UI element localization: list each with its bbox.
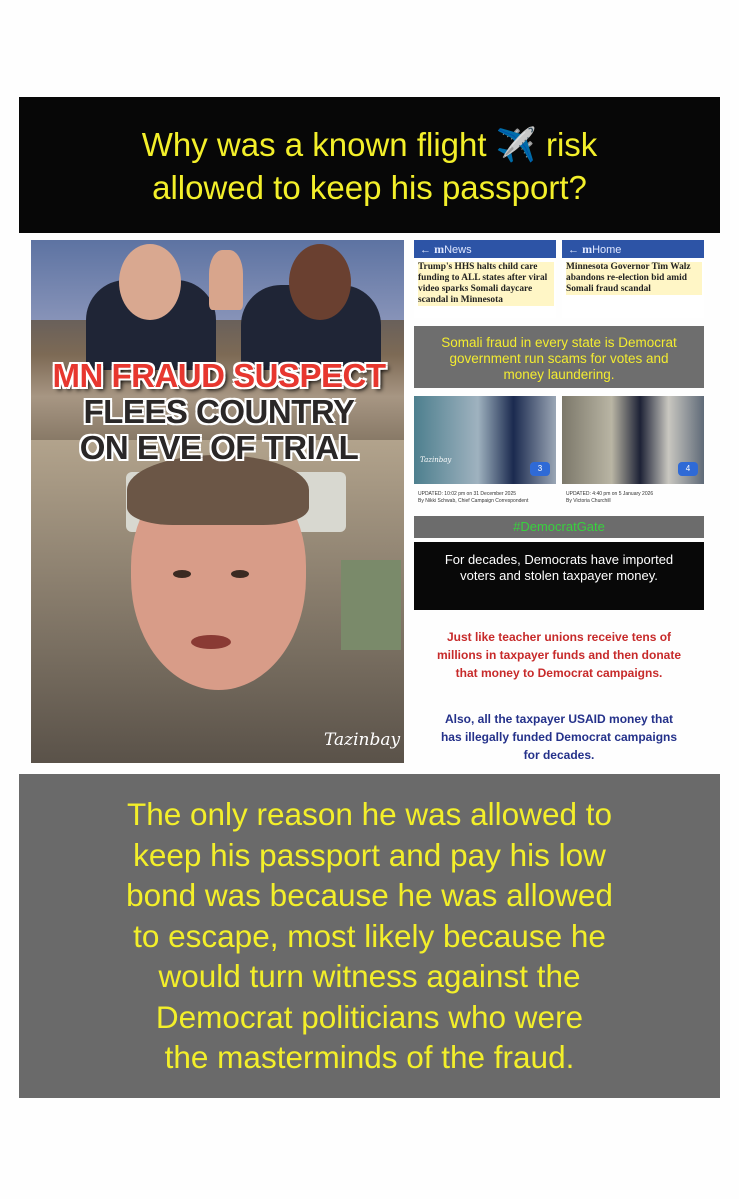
back-arrow-icon: ← — [420, 244, 431, 256]
news-headline-2: Minnesota Governor Tim Walz abandons re-election bid amid Somali fraud scandal — [566, 262, 702, 295]
hashtag-box — [414, 516, 704, 538]
top-banner — [19, 97, 720, 233]
news-headline-1: Trump's HHS halts child care funding to ALL states after viral video sparks Somali daycare scandal in Minnesota — [418, 262, 554, 306]
watermark: Tazinbay — [324, 730, 401, 750]
photo-credit-1 — [418, 491, 556, 505]
blue-text-content: Also, all the taxpayer USAID money that has illegally funded Democrat campaigns for decades. — [440, 712, 678, 762]
grey-box-text: Somali fraud in every state is Democrat government run scams for votes and money laundering. — [441, 335, 677, 382]
red-text-content: Just like teacher unions receive tens of millions in taxpayer funds and then donate that money to Democrat campaigns. — [436, 630, 682, 680]
news-bar-label-2: Home — [592, 244, 622, 256]
photo-2 — [562, 396, 704, 484]
photo-credit-updated-2: UPDATED: 4:40 pm on 5 January 2026 — [566, 491, 654, 497]
m-logo-icon: m — [434, 242, 445, 256]
photo-1 — [414, 396, 556, 484]
headline-line-3: ON EVE OF TRIAL — [79, 429, 359, 466]
news-card-2 — [562, 240, 704, 318]
news-card-1 — [414, 240, 556, 318]
grey-box — [414, 326, 704, 388]
news-bar-label-1: News — [444, 244, 472, 256]
headline-line-2: FLEES COUNTRY — [83, 393, 355, 430]
photo-credit-byline-1: By Nikki Schwab, Chief Campaign Correspondent — [418, 498, 529, 504]
photo-credit-2 — [566, 491, 704, 505]
mouth — [191, 635, 231, 649]
bottom-line-7: the masterminds of the fraud. — [164, 1039, 575, 1075]
photo-watermark: Tazinbay — [420, 456, 452, 464]
left-graphic — [31, 240, 404, 763]
blue-text — [414, 710, 704, 764]
top-banner-text — [19, 123, 720, 209]
top-banner-line-2: allowed to keep his passport? — [152, 169, 587, 206]
gallery-count-badge-2 — [678, 462, 698, 476]
left-man-head — [119, 244, 181, 320]
hands-touching — [209, 250, 243, 310]
back-arrow-icon: ← — [568, 244, 579, 256]
hashtag: #DemocratGate — [513, 519, 605, 534]
gallery-count-badge-1 — [530, 462, 550, 476]
news-bar-2 — [562, 240, 704, 258]
fraud-headline — [39, 358, 399, 466]
bottom-banner — [19, 774, 720, 1098]
photo-credit-byline-2: By Victoria Churchill — [566, 498, 611, 504]
right-man-head — [289, 244, 351, 320]
bottom-line-4: to escape, most likely because he — [133, 917, 606, 954]
gallery-count-1: 3 — [537, 464, 543, 473]
bottom-line-2: keep his passport and pay his low — [133, 836, 606, 873]
right-panel — [414, 240, 704, 772]
bottom-line-6: Democrat politicians who were — [155, 998, 584, 1035]
m-logo-icon: m — [582, 242, 593, 256]
bottom-line-5: would turn witness against the — [158, 958, 581, 994]
left-eye — [173, 570, 191, 578]
right-eye — [231, 570, 249, 578]
red-text — [414, 628, 704, 682]
news-bar-1 — [414, 240, 556, 258]
black-box — [414, 542, 704, 610]
headline-line-1: MN FRAUD SUSPECT — [52, 357, 386, 394]
top-banner-line-1: Why was a known flight ✈️ risk — [141, 126, 598, 163]
bottom-banner-text — [19, 794, 720, 1078]
photo-credit-updated-1: UPDATED: 10:02 pm on 31 December 2025 — [418, 491, 517, 497]
bottom-line-1: The only reason he was allowed to — [126, 796, 613, 832]
gallery-count-2: 4 — [685, 464, 691, 473]
bottom-line-3: bond was because he was allowed — [126, 877, 613, 913]
car-window — [341, 560, 401, 650]
black-box-text: For decades, Democrats have imported voters and stolen taxpayer money. — [444, 552, 674, 583]
